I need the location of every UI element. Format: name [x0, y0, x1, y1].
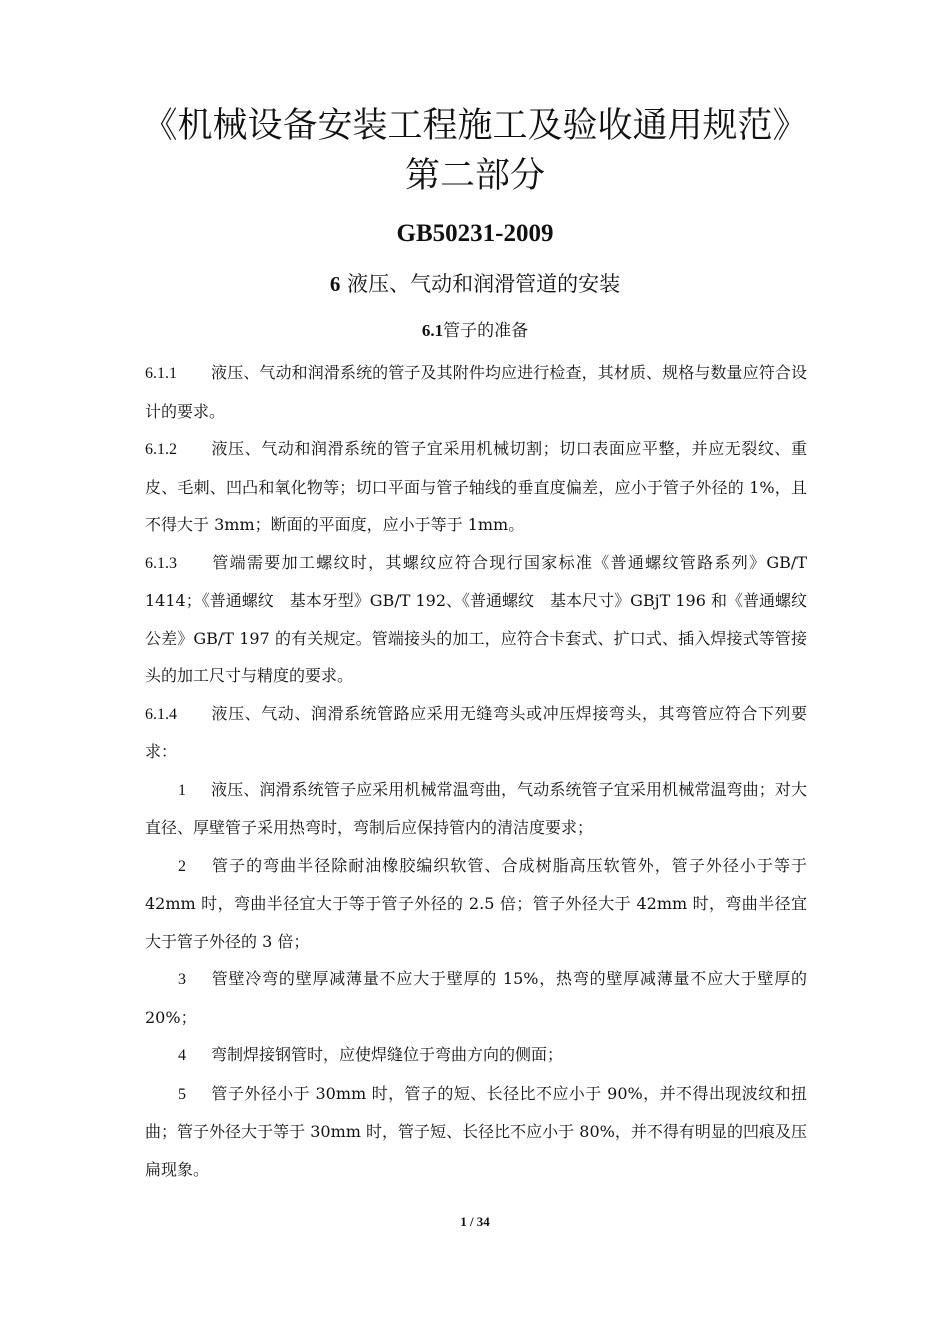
- item-text: 液压、润滑系统管子应采用机械常温弯曲，气动系统管子宜采用机械常温弯曲；对大直径、厚壁管子采用热弯时，弯制后应保持管内的清洁度要求；: [145, 779, 807, 837]
- clause-text: 液压、气动和润滑系统的管子及其附件均应进行检查，其材质、规格与数量应符合设计的要求。: [145, 363, 807, 421]
- item-text: 管子的弯曲半径除耐油橡胶编织软管、合成树脂高压软管外，管子外径小于等于 42mm 时，弯曲半径宜大于等于管子外径的 2.5 倍；管子外径大于 42mm 时，弯曲半径宜大于管子外径的 3 倍；: [145, 855, 807, 951]
- chapter-title: 液压、气动和润滑管道的安装: [347, 272, 621, 296]
- item-number: 1: [178, 781, 186, 799]
- item-text: 管壁冷弯的壁厚减薄量不应大于壁厚的 15%，热弯的壁厚减薄量不应大于壁厚的 20%；: [145, 969, 807, 1027]
- list-item: [145, 771, 807, 847]
- item-number: 4: [178, 1047, 186, 1064]
- clause-text: 管端需要加工螺纹时，其螺纹应符合现行国家标准《普通螺纹管路系列》GB/T 1414；《普通螺纹 基本牙型》GB/T 192、《普通螺纹 基本尺寸》GBjT 196 和《普通螺纹公差》GB/T 197 的有关规定。管端接头的加工，应符合卡套式、扩口式、插入焊接式等管接头的加工尺寸与精度的要求。: [145, 552, 807, 685]
- section-heading: [60, 316, 890, 346]
- clause-6-1-3: [145, 544, 807, 695]
- page-number: 1 / 34: [460, 1214, 490, 1229]
- document-body: [145, 354, 807, 1188]
- chapter-heading: [60, 268, 890, 300]
- list-item: [145, 847, 807, 961]
- document-subtitle: 第二部分: [404, 156, 545, 196]
- clause-6-1-2: [145, 430, 807, 544]
- clause-text: 液压、气动、润滑系统管路应采用无缝弯头或冲压焊接弯头，其弯管应符合下列要求：: [145, 703, 807, 761]
- clause-text: 液压、气动和润滑系统的管子宜采用机械切割；切口表面应平整，并应无裂纹、重皮、毛刺、凹凸和氧化物等；切口平面与管子轴线的垂直度偏差，应小于管子外径的 1%，且不得大于 3mm；断面的平面度，应小于等于 1mm。: [145, 439, 807, 534]
- chapter-number: 6: [329, 272, 341, 296]
- clause-6-1-4: [145, 695, 807, 771]
- item-number: 5: [178, 1085, 186, 1103]
- item-number: 3: [178, 971, 186, 988]
- clause-number: 6.1.3: [145, 554, 177, 572]
- clause-6-1-1: [145, 354, 807, 430]
- clause-number: 6.1.1: [145, 365, 177, 382]
- section-title: 管子的准备: [443, 321, 529, 341]
- standard-code: GB50231-2009: [396, 220, 554, 247]
- list-item: [145, 960, 807, 1036]
- clause-number: 6.1.4: [145, 705, 177, 723]
- list-item: [145, 1036, 807, 1075]
- item-text: 管子外径小于 30mm 时，管子的短、长径比不应小于 90%，并不得出现波纹和扭曲；管子外径大于等于 30mm 时，管子短、长径比不应小于 80%，并不得有明显的凹痕及压扁现象。: [145, 1083, 807, 1179]
- clause-number: 6.1.2: [145, 441, 177, 458]
- document-title: 《机械设备安装工程施工及验收通用规范》: [142, 106, 808, 146]
- item-text: 弯制焊接钢管时，应使焊缝位于弯曲方向的侧面；: [211, 1045, 564, 1064]
- section-number: 6.1: [421, 321, 444, 340]
- item-number: 2: [178, 857, 186, 875]
- list-item: [145, 1075, 807, 1189]
